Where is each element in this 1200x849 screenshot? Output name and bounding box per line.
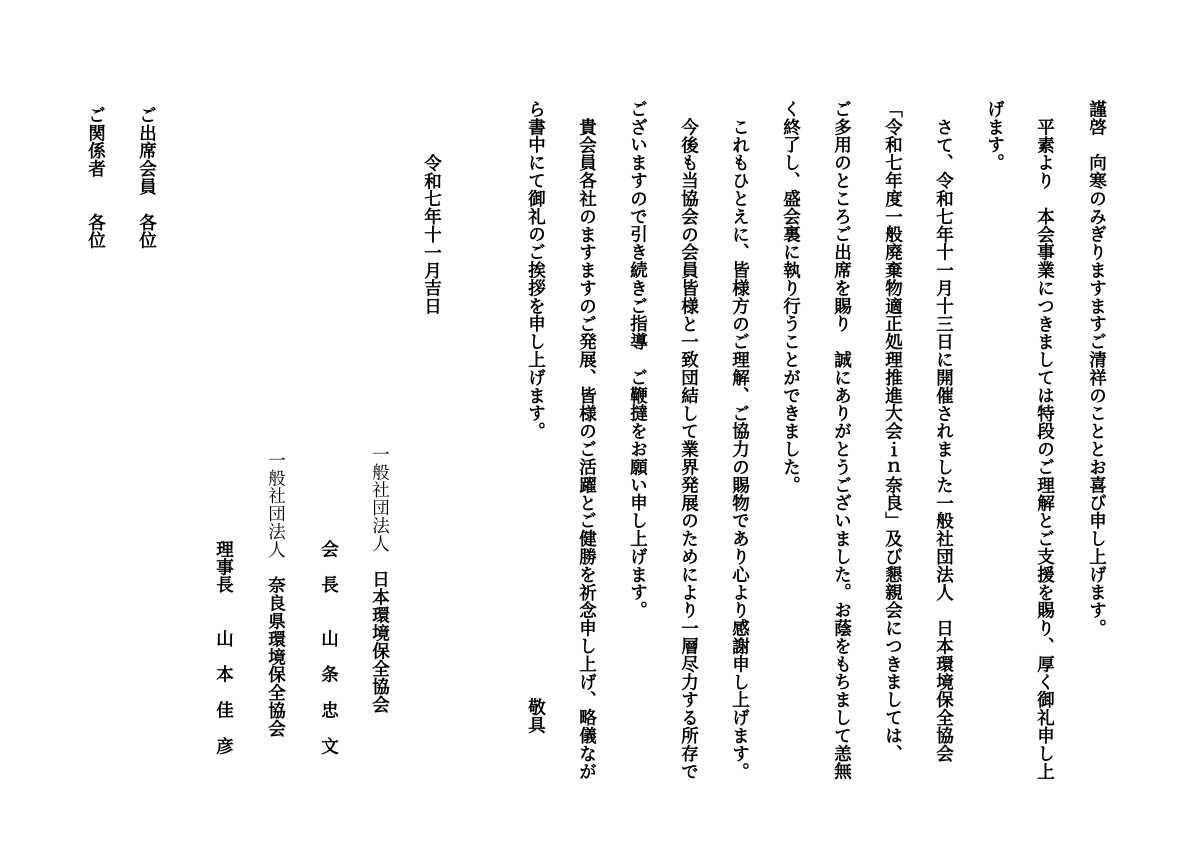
body-line-7: く終了し、盛会裏に執り行うことができました。 bbox=[780, 100, 801, 494]
sender2-org-type: 一般社団法人 bbox=[265, 451, 286, 559]
body-line-1: 謹啓 向寒のみぎりますますご清祥のこととお喜び申し上げます。 bbox=[1086, 100, 1107, 637]
body-line-10: ございますので引き続きご指導 ご鞭撻をお願い申し上げます。 bbox=[627, 100, 648, 620]
sender2-org-name: 奈良県環境保全協会 bbox=[265, 576, 286, 738]
sender1-org-type: 一般社団法人 bbox=[369, 445, 390, 553]
body-line-12: ら書中にて御礼のご挨拶を申し上げます。 bbox=[525, 100, 546, 441]
body-line-8: これもひとえに、皆様方のご理解、ご協力の賜物であり心より感謝申し上げます。 bbox=[729, 118, 750, 781]
date: 令和七年十一月吉日 bbox=[421, 154, 442, 316]
body-line-11: 貴会員各社のますますのご発展、皆様のご活躍とご健勝を祈念申し上げ、略儀なが bbox=[576, 118, 597, 781]
recipient-attendees: ご出席会員 各位 bbox=[136, 106, 157, 250]
sender2-org bbox=[266, 451, 284, 737]
sender1-org-name: 日本環境保全協会 bbox=[369, 570, 390, 714]
closing: 敬具 bbox=[525, 698, 546, 734]
sender2-title-name: 理事長 山 本 佳 彦 bbox=[213, 540, 234, 755]
sender1-org bbox=[370, 445, 388, 714]
body-line-3: げます。 bbox=[984, 100, 1005, 172]
body-line-2: 平素より 本会事業につきましては特段のご理解とご支援を賜り、厚く御礼申し上 bbox=[1034, 118, 1055, 781]
body-line-4: さて、令和七年十一月十三日に開催されました一般社団法人 日本環境保全協会 bbox=[933, 118, 954, 763]
body-line-5: 「令和七年度一般廃棄物適正処理推進大会ｉｎ奈良」及び懇親会につきましては、 bbox=[882, 100, 903, 763]
body-line-9: 今後も当協会の会員皆様と一致団結して業界発展のためにより一層尽力する所存で bbox=[678, 118, 699, 781]
body-line-6: ご多用のところご出席を賜り 誠にありがとうございました。お蔭をもちまして恙無 bbox=[831, 100, 852, 781]
recipient-related: ご関係者 各位 bbox=[85, 106, 106, 250]
sender1-title-name: 会 長 山 条 忠 文 bbox=[318, 540, 339, 755]
